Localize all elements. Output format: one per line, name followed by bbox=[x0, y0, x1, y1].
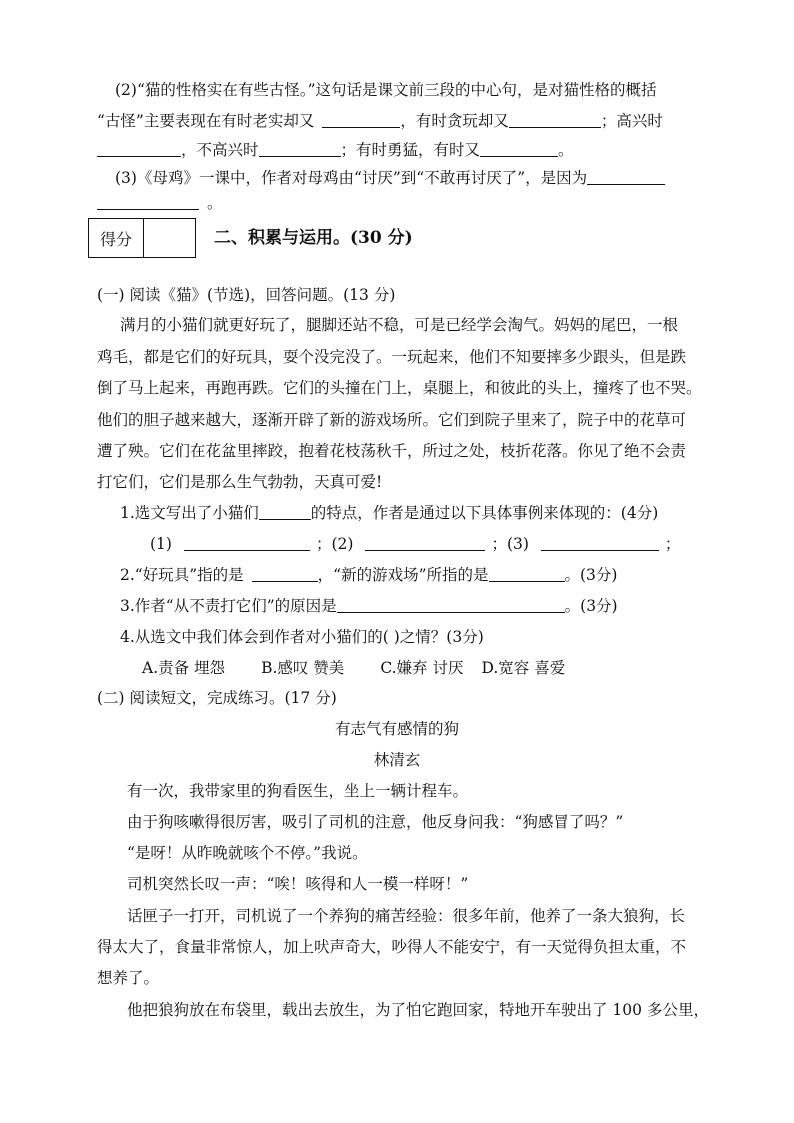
q2-text-b: ，有时贪玩却又 bbox=[400, 112, 509, 130]
article-paragraph: “是呀！从昨晚就咳个不停。”我说。 bbox=[127, 844, 368, 862]
article-author: 林清玄 bbox=[373, 751, 421, 769]
article-paragraph: 有一次，我带家里的狗看医生，坐上一辆计程车。 bbox=[127, 782, 469, 800]
q2-line3 bbox=[97, 140, 574, 160]
q2-text-c: ；高兴时 bbox=[600, 112, 663, 130]
q1-text-b: 的特点，作者是通过以下具体事例来体现的：(4分) bbox=[310, 504, 659, 522]
blank-reason-a[interactable] bbox=[587, 169, 665, 185]
q3-line1 bbox=[115, 168, 665, 188]
q2-text-f: 。 bbox=[558, 141, 574, 159]
q3r-text-a: 3.作者“从不责打它们”的原因是 bbox=[120, 597, 337, 615]
q2-line1: (2)“猫的性格实在有些古怪。”这句话是课文前三段的中心句，是对猫性格的概括 bbox=[115, 81, 657, 99]
reading1-q1 bbox=[120, 503, 658, 523]
blank-trait[interactable] bbox=[259, 504, 311, 520]
q3-line2 bbox=[97, 193, 223, 213]
item-label-3: ；(3) bbox=[491, 535, 529, 553]
article-title: 有志气有感情的狗 bbox=[334, 720, 459, 738]
blank-playground[interactable] bbox=[489, 566, 565, 582]
article-paragraph: 他把狼狗放在布袋里，载出去放生，为了怕它跑回家，特地开车驶出了 100 多公里， bbox=[127, 1001, 709, 1019]
passage-line: 倒了马上起来，再跑再跌。它们的头撞在门上，桌腿上，和彼此的头上，撞疼了也不哭。 bbox=[97, 379, 702, 397]
blank-unhappy[interactable] bbox=[259, 141, 341, 157]
reading1-q2 bbox=[120, 565, 617, 585]
q2r-text-b: ，“新的游戏场”所指的是 bbox=[317, 566, 489, 584]
q3-end: 。 bbox=[207, 194, 223, 212]
option-c[interactable]: C.嫌弃 讨厌 bbox=[380, 659, 464, 677]
q2r-text-c: 。(3分) bbox=[564, 566, 618, 584]
blank-honest[interactable] bbox=[322, 112, 400, 128]
blank-reason-b[interactable] bbox=[97, 194, 199, 210]
q1-text-a: 1.选文写出了小猫们 bbox=[120, 504, 259, 522]
reading2-heading: (二) 阅读短文，完成练习。(17 分) bbox=[97, 689, 337, 707]
passage-line: 打它们，它们是那么生气勃勃，天真可爱! bbox=[97, 473, 383, 491]
reading1-q1-items bbox=[150, 534, 680, 554]
article-paragraph: 由于狗咳嗽得很厉害，吸引了司机的注意，他反身问我：“狗感冒了吗？” bbox=[127, 813, 624, 831]
q2-text-d: ，不高兴时 bbox=[181, 141, 259, 159]
blank-example-2[interactable] bbox=[365, 535, 485, 551]
option-a[interactable]: A.责备 埋怨 bbox=[142, 659, 226, 677]
blank-timid[interactable] bbox=[480, 141, 558, 157]
option-b[interactable]: B.感叹 赞美 bbox=[261, 659, 345, 677]
passage-line: 遭了殃。它们在花盆里摔跤，抱着花枝荡秋千，所过之处，枝折花落。你见了绝不会责 bbox=[97, 442, 687, 460]
reading1-heading: (一) 阅读《猫》(节选)，回答问题。(13 分) bbox=[97, 286, 396, 304]
blank-toy[interactable] bbox=[252, 566, 318, 582]
article-paragraph: 得太大了，食量非常惊人，加上吠声奇大，吵得人不能安宁，有一天觉得负担太重，不 bbox=[97, 938, 687, 956]
article-paragraph: 想养了。 bbox=[97, 969, 160, 987]
passage-line: 他们的胆子越来越大，逐渐开辟了新的游戏场所。它们到院子里来了，院子中的花草可 bbox=[97, 411, 687, 429]
item-label-1: (1) bbox=[150, 535, 172, 553]
q2-line2 bbox=[97, 111, 663, 131]
blank-playful[interactable] bbox=[509, 112, 601, 128]
article-paragraph: 话匣子一打开，司机说了一个养狗的痛苦经验：很多年前，他养了一条大狼狗，长 bbox=[127, 907, 686, 925]
score-label: 得分 bbox=[89, 219, 144, 257]
blank-example-3[interactable] bbox=[541, 535, 659, 551]
score-value-cell[interactable] bbox=[144, 219, 195, 257]
option-d[interactable]: D.宽容 喜爱 bbox=[481, 659, 566, 677]
q3r-text-b: 。(3分) bbox=[564, 597, 618, 615]
passage-line: 鸡毛，都是它们的好玩具，耍个没完没了。一玩起来，他们不知要摔多少跟头，但是跌 bbox=[97, 348, 687, 366]
reading1-q3 bbox=[120, 596, 618, 616]
passage-line: 满月的小猫们就更好玩了，腿脚还站不稳，可是已经学会淘气。妈妈的尾巴，一根 bbox=[120, 316, 679, 334]
blank-why[interactable] bbox=[337, 597, 565, 613]
q2r-text-a: 2.“好玩具”指的是 bbox=[120, 566, 244, 584]
blank-example-1[interactable] bbox=[184, 535, 310, 551]
reading1-q4: 4.从选文中我们体会到作者对小猫们的( )之情？(3分) bbox=[120, 628, 484, 646]
item-label-2: ；(2) bbox=[315, 535, 354, 553]
item-end: ； bbox=[664, 535, 681, 553]
q3-text: (3)《母鸡》一课中，作者对母鸡由“讨厌”到“不敢再讨厌了”，是因为 bbox=[115, 169, 588, 187]
score-box bbox=[88, 218, 196, 258]
q2-text-a: “古怪”主要表现在有时老实却又 bbox=[97, 112, 315, 130]
blank-happy[interactable] bbox=[97, 141, 181, 157]
section-title: 二、积累与运用。(30 分) bbox=[214, 228, 413, 248]
q2-text-e: ；有时勇猛，有时又 bbox=[340, 141, 481, 159]
article-paragraph: 司机突然长叹一声：“唉！咳得和人一模一样呀！” bbox=[127, 875, 469, 893]
reading1-q4-options bbox=[142, 658, 565, 678]
